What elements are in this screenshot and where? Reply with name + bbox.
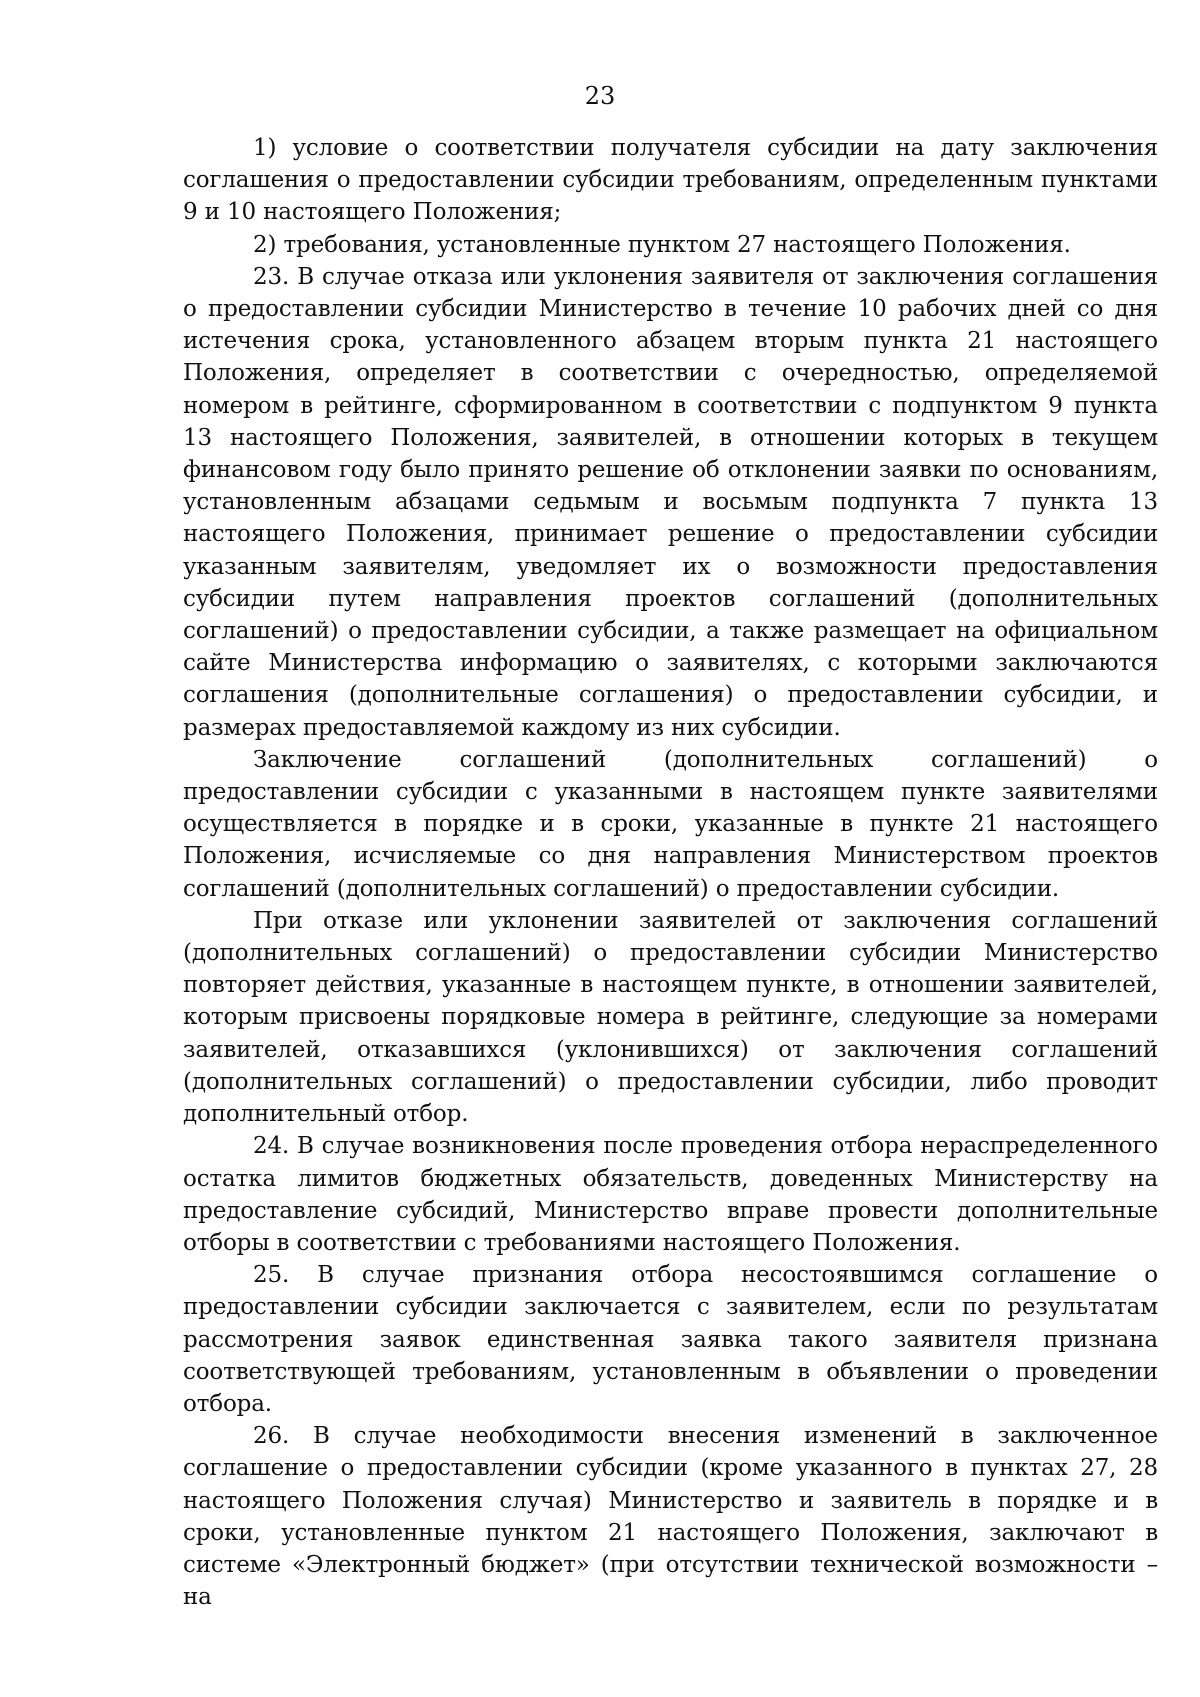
paragraph-item-25: 25. В случае признания отбора несостоявшимся соглашение о предоставлении субсидии заключается с заявителем, если по результатам рассмотрения заявок единственная заявка такого заявителя признана соответствующей требованиям, установленным в объявлении о проведении отбора. bbox=[183, 1262, 1158, 1417]
paragraph-item-23: 23. В случае отказа или уклонения заявителя от заключения соглашения о предоставлении субсидии Министерство в течение 10 рабочих дней со дня истечения срока, установленного абзацем вторым пункта 21 настоящего Положения, определяет в соответствии с очередностью, определяемой номером в рейтинге, сформированном в соответствии с подпунктом 9 пункта 13 настоящего Положения, заявителей, в отношении которых в текущем финансовом году было принято решение об отклонении заявки по основаниям, установленным абзацами седьмым и восьмым подпункта 7 пункта 13 настоящего Положения, принимает решение о предоставлении субсидии указанным заявителям, уведомляет их о возможности предоставления субсидии путем направления проектов соглашений (дополнительных соглашений) о предоставлении субсидии, а также размещает на официальном сайте Министерства информацию о заявителях, с которыми заключаются соглашения (дополнительные соглашения) о предоставлении субсидии, и размерах предоставляемой каждому из них субсидии. bbox=[183, 263, 1158, 741]
paragraph-item-23-refusal: При отказе или уклонении заявителей от заключения соглашений (дополнительных соглашений) о предоставлении субсидии Министерство повторяет действия, указанные в настоящем пункте, в отношении заявителей, которым присвоены порядковые номера в рейтинге, следующие за номерами заявителей, отказавшихся (уклонившихся) от заключения соглашений (дополнительных соглашений) о предоставлении субсидии, либо проводит дополнительный отбор. bbox=[183, 907, 1158, 1128]
paragraph-subitem-1: 1) условие о соответствии получателя субсидии на дату заключения соглашения о предоставлении субсидии требованиям, определенным пунктами 9 и 10 настоящего Положения; bbox=[183, 135, 1158, 226]
page-number: 23 bbox=[584, 82, 616, 110]
paragraph-subitem-2: 2) требования, установленные пунктом 27 настоящего Положения. bbox=[253, 231, 1071, 258]
paragraph-item-24: 24. В случае возникновения после проведения отбора нераспределенного остатка лимитов бюджетных обязательств, доведенных Министерству на предоставление субсидий, Министерство вправе провести дополнительные отборы в соответствии с требованиями настоящего Положения. bbox=[183, 1133, 1158, 1256]
paragraph-item-23-agreements: Заключение соглашений (дополнительных соглашений) о предоставлении субсидии с указанными в настоящем пункте заявителями осуществляется в порядке и в сроки, указанные в пункте 21 настоящего Положения, исчисляемые со дня направления Министерством проектов соглашений (дополнительных соглашений) о предоставлении субсидии. bbox=[183, 746, 1158, 902]
paragraph-item-26: 26. В случае необходимости внесения изменений в заключенное соглашение о предоставлении субсидии (кроме указанного в пунктах 27, 28 настоящего Положения случая) Министерство и заявитель в порядке и в сроки, установленные пунктом 21 настоящего Положения, заключают в системе «Электронный бюджет» (при отсутствии технической возможности – на bbox=[183, 1423, 1158, 1611]
document-body bbox=[183, 132, 1158, 1613]
